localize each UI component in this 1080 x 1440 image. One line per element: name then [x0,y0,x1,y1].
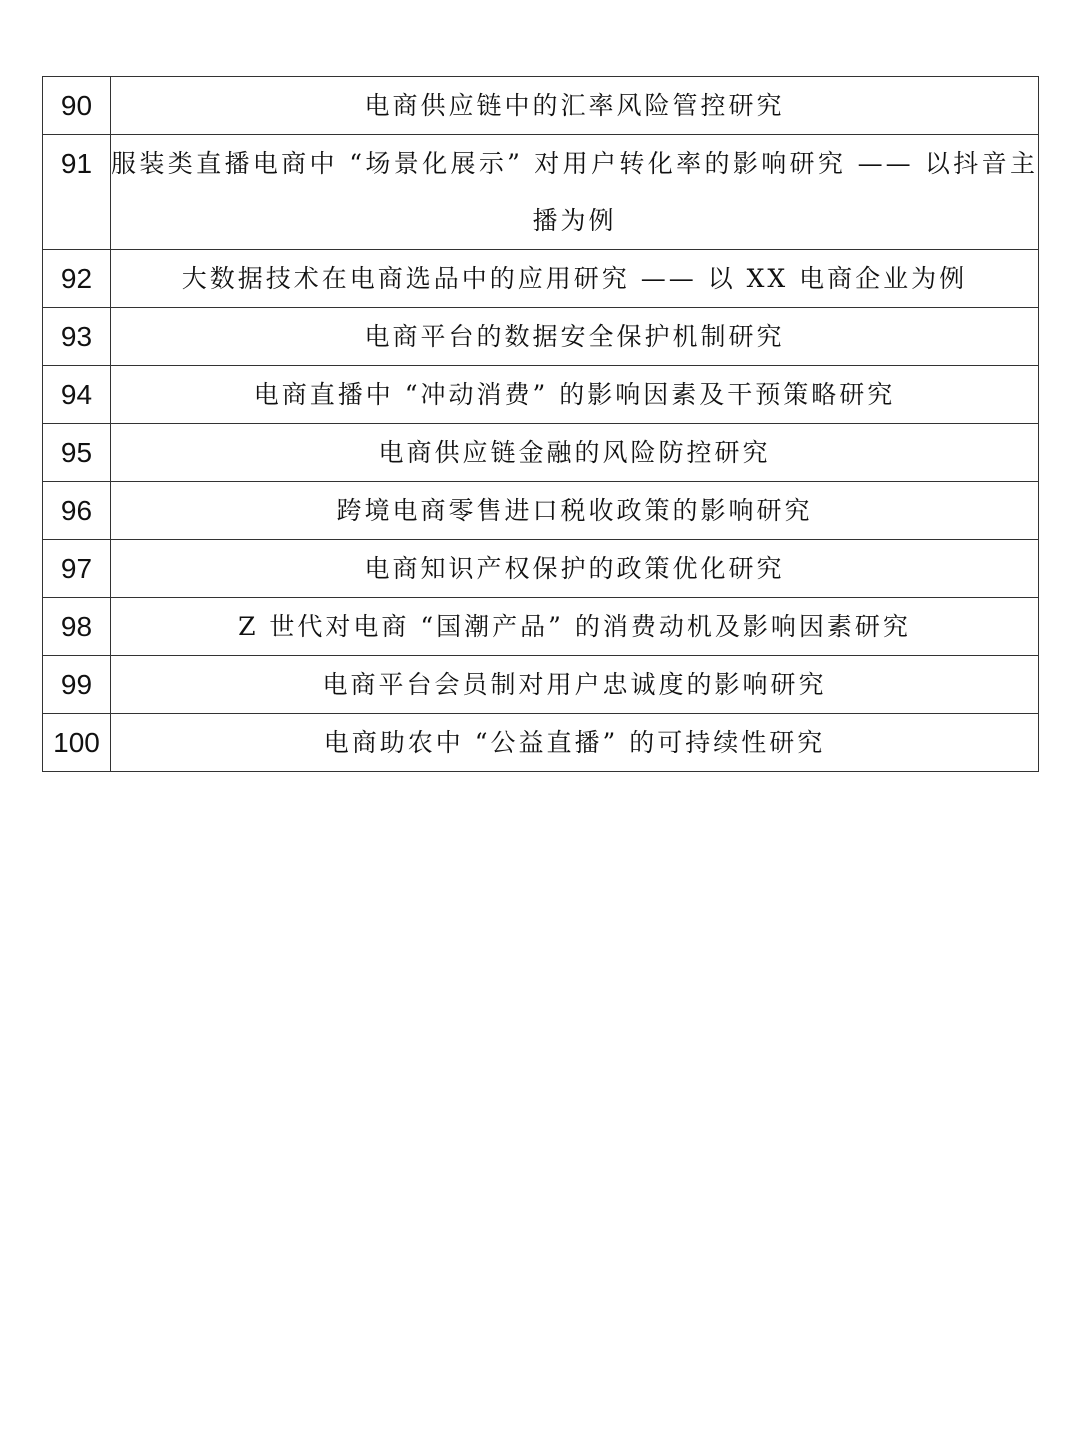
topic-table [42,76,1039,772]
topic-title: 跨境电商零售进口税收政策的影响研究 [111,482,1039,540]
row-number: 99 [43,656,111,714]
topic-title: 电商助农中 “公益直播” 的可持续性研究 [111,714,1039,772]
row-number: 92 [43,250,111,308]
topic-title: 电商供应链金融的风险防控研究 [111,424,1039,482]
topic-title: 电商直播中 “冲动消费” 的影响因素及干预策略研究 [111,366,1039,424]
row-number: 100 [43,714,111,772]
table-row [43,714,1039,772]
table-row [43,424,1039,482]
table-row [43,77,1039,135]
row-number: 98 [43,598,111,656]
table-row [43,482,1039,540]
topic-title: 服装类直播电商中 “场景化展示” 对用户转化率的影响研究 —— 以抖音主播为例 [111,135,1039,250]
row-number: 94 [43,366,111,424]
topic-title: 电商平台会员制对用户忠诚度的影响研究 [111,656,1039,714]
table-row [43,308,1039,366]
table-row [43,366,1039,424]
table-row [43,598,1039,656]
row-number: 97 [43,540,111,598]
topic-title: Z 世代对电商 “国潮产品” 的消费动机及影响因素研究 [111,598,1039,656]
table-row [43,540,1039,598]
row-number: 96 [43,482,111,540]
table-row [43,250,1039,308]
table-row [43,656,1039,714]
topic-title: 电商知识产权保护的政策优化研究 [111,540,1039,598]
topic-title: 电商供应链中的汇率风险管控研究 [111,77,1039,135]
table-row [43,135,1039,250]
topic-list-page [42,76,1039,772]
row-number: 91 [43,135,111,250]
topic-title: 大数据技术在电商选品中的应用研究 —— 以 XX 电商企业为例 [111,250,1039,308]
row-number: 95 [43,424,111,482]
row-number: 93 [43,308,111,366]
topic-title: 电商平台的数据安全保护机制研究 [111,308,1039,366]
row-number: 90 [43,77,111,135]
